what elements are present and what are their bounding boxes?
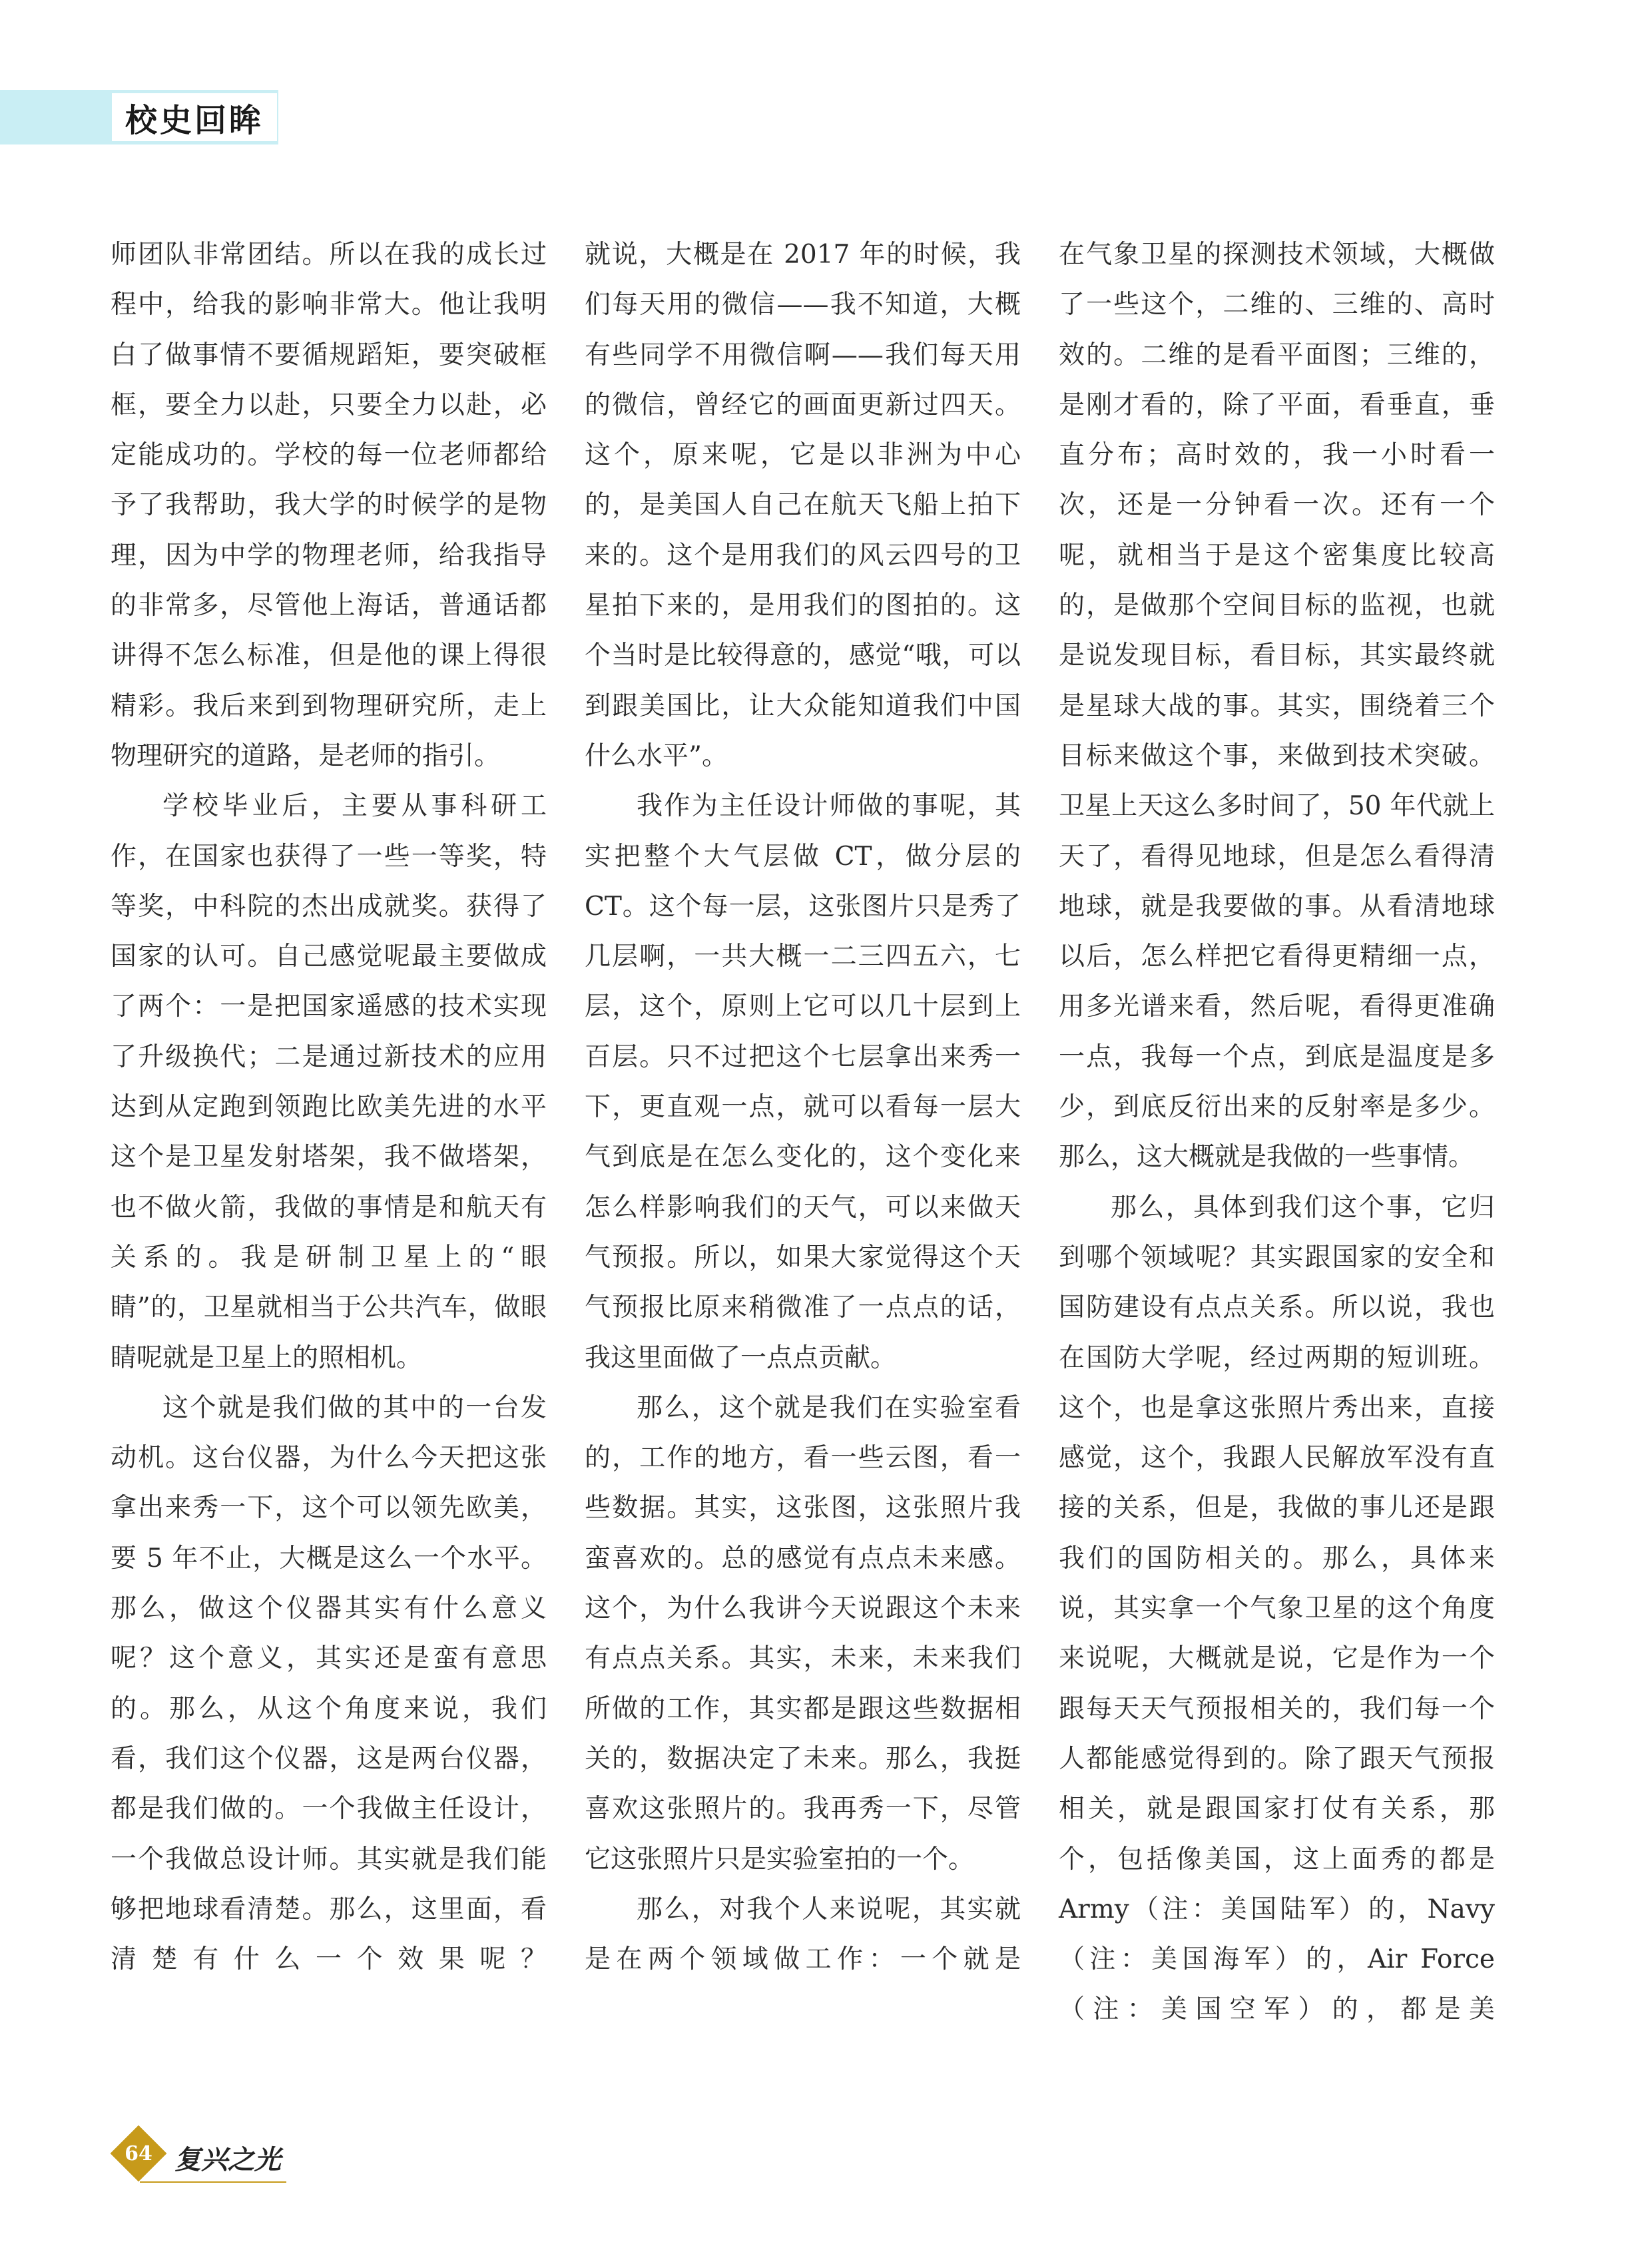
paragraph: 那么，具体到我们这个事，它归到哪个领域呢？其实跟国家的安全和国防建设有点点关系。所以说，我也在国防大学呢，经过两期的短训班。这个，也是拿这张照片秀出来，直接感觉，这个，我跟人民解放军没有直接的关系，但是，我做的事儿还是跟我们的国防相关的。那么，具体来说，其实拿一个气象卫星的这个角度来说呢，大概就是说，它是作为一个跟每天天气预报相关的，我们每一个人都能感觉得到的。除了跟天气预报相关，就是跟国家打仗有关系，那个，包括像美国，这上面秀的都是 Army（注：美国陆军）的，Navy（注：美国海军）的，Air Force（注：美国空军）的，都是美 <box>1059 1192 1495 2025</box>
text-column-3 <box>1059 230 1495 2035</box>
text-column-2 <box>585 230 1021 1984</box>
paragraph: 那么，对我个人来说呢，其实就是在两个领域做工作：一个就是 <box>585 1894 1021 1975</box>
paragraph: 我作为主任设计师做的事呢，其实把整个大气层做 CT，做分层的 CT。这个每一层，这张图片只是秀了几层啊，一共大概一二三四五六，七层，这个，原则上它可以几十层到上百层。只不过把这个七层拿出来秀一下，更直观一点，就可以看每一层大气到底是在怎么变化的，这个变化来怎么样影响我们的天气，可以来做天气预报。所以，如果大家觉得这个天气预报比原来稍微准了一点点的话，我这里面做了一点点贡献。 <box>585 791 1021 1373</box>
page-footer <box>113 2128 286 2188</box>
section-title: 校史回眸 <box>125 101 264 139</box>
text-column-1 <box>111 230 547 1984</box>
paragraph: 就说，大概是在 2017 年的时候，我们每天用的微信——我不知道，大概有些同学不用微信啊——我们每天用的微信，曾经它的画面更新过四天。这个，原来呢，它是以非洲为中心的，是美国人自己在航天飞船上拍下来的。这个是用我们的风云四号的卫星拍下来的，是用我们的图拍的。这个当时是比较得意的，感觉“哦，可以到跟美国比，让大众能知道我们中国什么水平”。 <box>585 240 1021 771</box>
paragraph: 那么，这个就是我们在实验室看的，工作的地方，看一些云图，看一些数据。其实，这张图，这张照片我蛮喜欢的。总的感觉有点点未来感。这个，为什么我讲今天说跟这个未来有点点关系。其实，未来，未来我们所做的工作，其实都是跟这些数据相关的，数据决定了未来。那么，我挺喜欢这张照片的。我再秀一下，尽管它这张照片只是实验室拍的一个。 <box>585 1392 1021 1874</box>
magazine-name: 复兴之光 <box>174 2144 281 2175</box>
section-header <box>112 93 277 141</box>
paragraph: 这个就是我们做的其中的一台发动机。这台仪器，为什么今天把这张拿出来秀一下，这个可以领先欧美，要 5 年不止，大概是这么一个水平。那么，做这个仪器其实有什么意义呢？这个意义，其实还是蛮有意思的。那么，从这个角度来说，我们看，我们这个仪器，这是两台仪器，都是我们做的。一个我做主任设计，一个我做总设计师。其实就是我们能够把地球看清楚。那么，这里面，看清楚有什么一个效果呢？ <box>111 1392 547 1975</box>
footer-rule <box>140 2181 286 2183</box>
paragraph: 学校毕业后，主要从事科研工作，在国家也获得了一些一等奖，特等奖，中科院的杰出成就奖。获得了国家的认可。自己感觉呢最主要做成了两个：一是把国家遥感的技术实现了升级换代；二是通过新技术的应用达到从定跑到领跑比欧美先进的水平这个是卫星发射塔架，我不做塔架，也不做火箭，我做的事情是和航天有关系的。我是研制卫星上的“眼睛”的，卫星就相当于公共汽车，做眼睛呢就是卫星上的照相机。 <box>111 791 547 1373</box>
paragraph: 师团队非常团结。所以在我的成长过程中，给我的影响非常大。他让我明白了做事情不要循规蹈矩，要突破框框，要全力以赴，只要全力以赴，必定能成功的。学校的每一位老师都给予了我帮助，我大学的时候学的是物理，因为中学的物理老师，给我指导的非常多，尽管他上海话，普通话都讲得不怎么标准，但是他的课上得很精彩。我后来到到物理研究所，走上物理研究的道路，是老师的指引。 <box>111 240 547 771</box>
paragraph: 在气象卫星的探测技术领域，大概做了一些这个，二维的、三维的、高时效的。二维的是看平面图；三维的，是刚才看的，除了平面，看垂直，垂直分布；高时效的，我一小时看一次，还是一分钟看一次。还有一个呢，就相当于是这个密集度比较高的，是做那个空间目标的监视，也就是说发现目标，看目标，其实最终就是星球大战的事。其实，围绕着三个目标来做这个事，来做到技术突破。卫星上天这么多时间了，50 年代就上天了，看得见地球，但是怎么看得清地球，就是我要做的事。从看清地球以后，怎么样把它看得更精细一点，用多光谱来看，然后呢，看得更准确一点，我每一个点，到底是温度是多少，到底反衍出来的反射率是多少。那么，这大概就是我做的一些事情。 <box>1059 240 1495 1173</box>
page-number: 64 <box>125 2141 152 2165</box>
